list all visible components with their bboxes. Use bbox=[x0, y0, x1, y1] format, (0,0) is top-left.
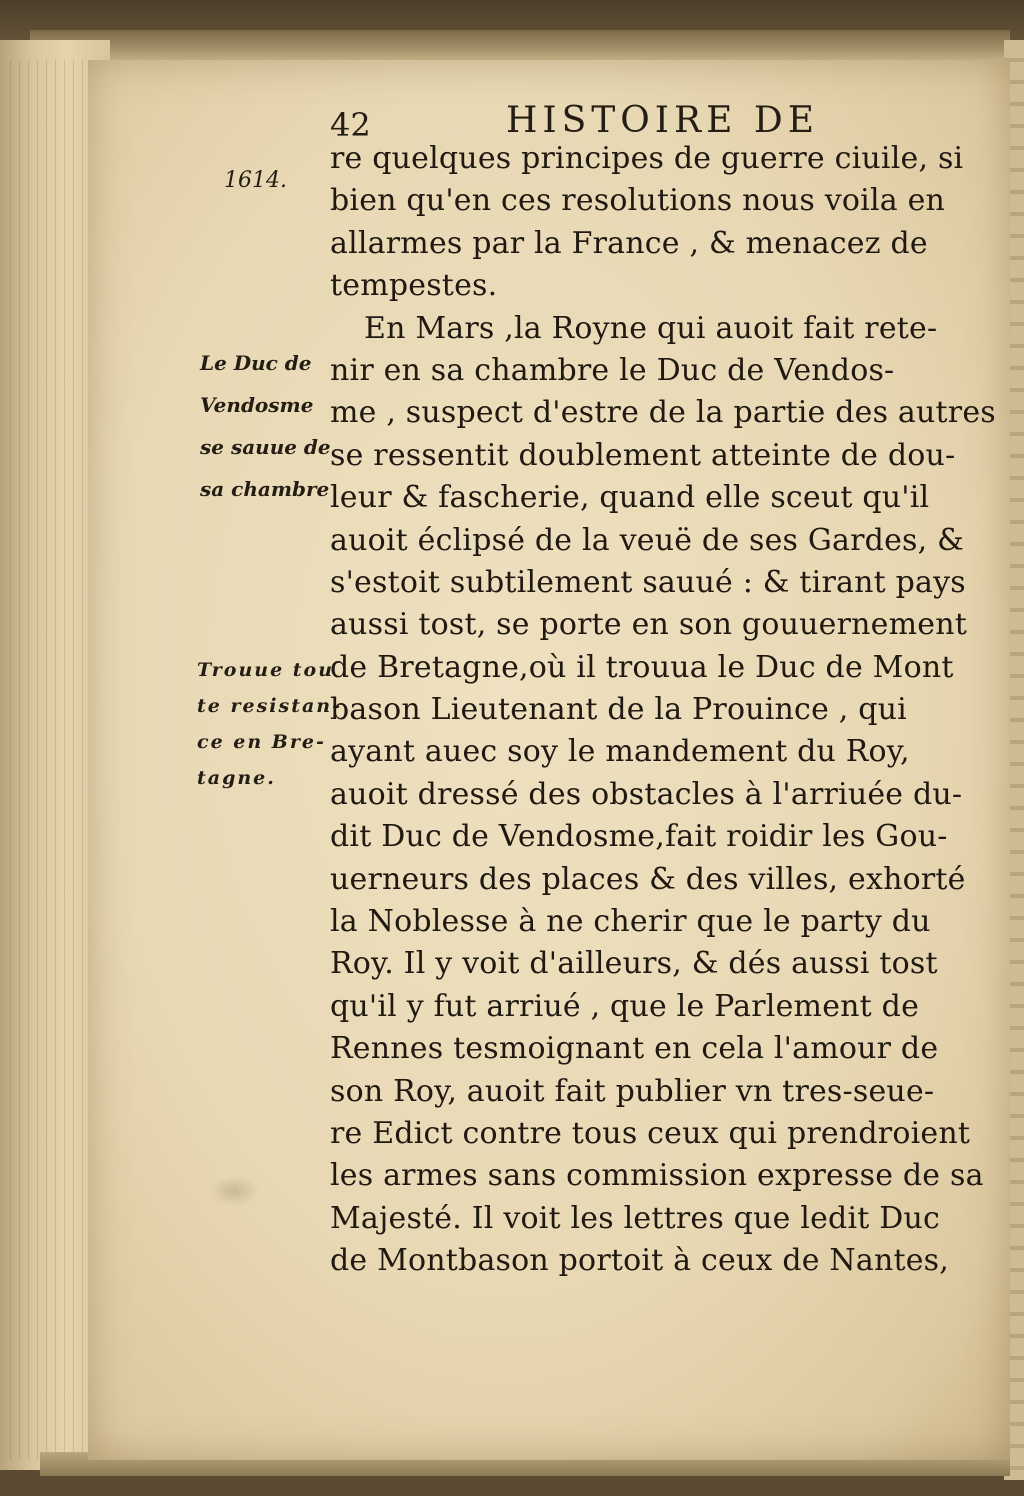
ink-smudge bbox=[210, 1176, 260, 1206]
text-line: de Montbason portoit à ceux de Nantes, bbox=[330, 1243, 950, 1279]
margin-note-bretagne bbox=[197, 652, 342, 796]
gutter-texture bbox=[10, 60, 100, 1460]
text-line: bien qu'en ces resolutions nous voila en bbox=[330, 183, 946, 219]
margin-note-line: ce en Bre- bbox=[197, 731, 326, 753]
text-line: tempestes. bbox=[330, 268, 498, 304]
running-title: HISTOIRE DE bbox=[506, 100, 819, 141]
text-line: nir en sa chambre le Duc de Vendos- bbox=[330, 352, 895, 388]
page-top-edge bbox=[30, 30, 1010, 64]
text-line: allarmes par la France , & menacez de bbox=[330, 225, 928, 261]
text-line: Roy. Il y voit d'ailleurs, & dés aussi tost bbox=[330, 946, 938, 982]
text-line: son Roy, auoit fait publier vn tres-seue- bbox=[330, 1073, 935, 1109]
margin-note-line: se sauue de bbox=[200, 435, 331, 459]
margin-note-line: tagne. bbox=[197, 767, 276, 789]
text-line: leur & fascherie, quand elle sceut qu'il bbox=[330, 480, 930, 516]
text-line: re quelques principes de guerre ciuile, si bbox=[330, 141, 964, 176]
text-line: re Edict contre tous ceux qui prendroient bbox=[330, 1115, 971, 1151]
body-text bbox=[330, 138, 998, 1283]
text-line: Rennes tesmoignant en cela l'amour de bbox=[330, 1031, 939, 1067]
text-line: aussi tost, se porte en son gouuernement bbox=[330, 607, 967, 643]
text-line: me , suspect d'estre de la partie des autres bbox=[330, 395, 996, 431]
text-line: dit Duc de Vendosme,fait roidir les Gou- bbox=[330, 819, 948, 855]
text-line: se ressentit doublement atteinte de dou- bbox=[330, 437, 956, 473]
text-line: uerneurs des places & des villes, exhorté bbox=[330, 861, 966, 897]
text-line: ayant auec soy le mandement du Roy, bbox=[330, 734, 910, 770]
margin-note-line: Le Duc de bbox=[200, 351, 312, 375]
text-line: auoit éclipsé de la veuë de ses Gardes, & bbox=[330, 522, 965, 558]
text-line: bason Lieutenant de la Prouince , qui bbox=[330, 692, 907, 728]
text-line: les armes sans commission expresse de sa bbox=[330, 1158, 984, 1194]
margin-year: 1614. bbox=[224, 168, 287, 193]
text-line: qu'il y fut arriué , que le Parlement de bbox=[330, 988, 920, 1024]
text-line: En Mars ,la Royne qui auoit fait rete- bbox=[364, 310, 938, 346]
margin-note-line: te resistan- bbox=[197, 695, 342, 717]
text-line: auoit dressé des obstacles à l'arriuée du- bbox=[330, 776, 963, 812]
page-number: 42 bbox=[330, 106, 371, 144]
margin-note-line: Trouue tou bbox=[197, 659, 335, 681]
margin-note-vendosme bbox=[200, 342, 331, 510]
text-line: de Bretagne,où il trouua le Duc de Mont bbox=[330, 649, 954, 685]
margin-note-line: Vendosme bbox=[200, 393, 314, 417]
text-line: s'estoit subtilement sauué : & tirant pays bbox=[330, 564, 966, 600]
text-line: la Noblesse à ne cherir que le party du bbox=[330, 904, 931, 940]
text-line: Majesté. Il voit les lettres que ledit Duc bbox=[330, 1200, 941, 1236]
margin-note-line: sa chambre bbox=[200, 477, 330, 501]
